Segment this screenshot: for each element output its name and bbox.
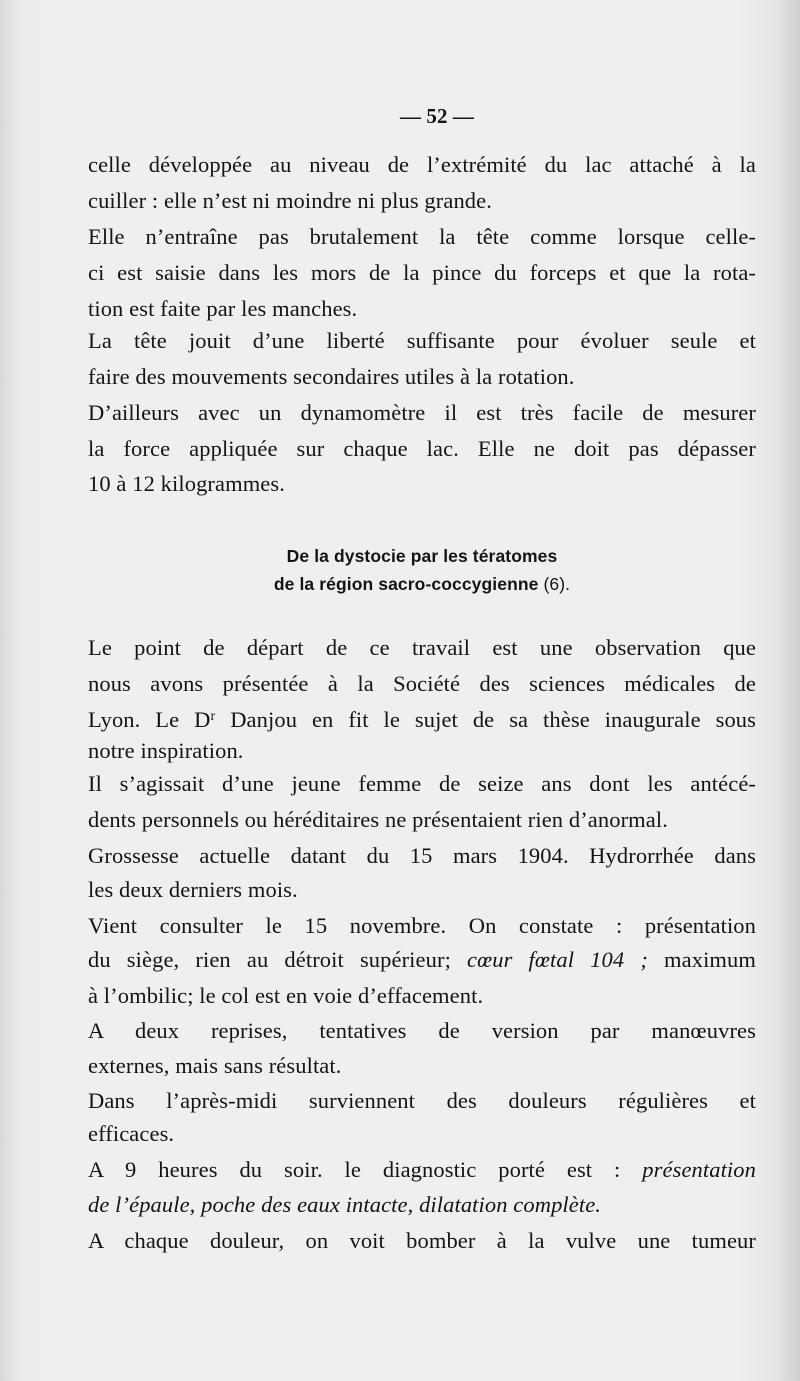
- text-line: 10 à 12 kilogrammes.: [88, 471, 285, 496]
- text-line: Elle n’entraîne pas brutalement la tête comme lorsque celle-: [88, 224, 756, 249]
- text-line: tion est faite par les manches.: [88, 296, 358, 321]
- text-line: [88, 1152, 756, 1188]
- italic-text: présentation: [642, 1157, 756, 1182]
- text-line: A chaque douleur, on voit bomber à la vulve une tumeur: [88, 1228, 756, 1253]
- italic-text: de l’épaule, poche des eaux intacte, dilatation complète.: [88, 1192, 602, 1217]
- text-segment: A 9 heures du soir. le diagnostic porté est :: [88, 1157, 621, 1182]
- text-line: [88, 1187, 756, 1223]
- text-line: Il s’agissait d’une jeune femme de seize ans dont les antécé-: [88, 771, 756, 796]
- page-number: — 52 —: [399, 104, 475, 128]
- section-heading-line-1: De la dystocie par les tératomes: [286, 546, 558, 566]
- text-line: efficaces.: [88, 1121, 175, 1146]
- text-line: externes, mais sans résultat.: [88, 1053, 342, 1078]
- text-segment: Danjou en fit le sujet de sa thèse inaugurale sous: [215, 707, 757, 732]
- text-line: ci est saisie dans les mors de la pince du forceps et que la rota-: [88, 260, 756, 285]
- section-heading-title: de la région sacro-coccygienne: [273, 574, 539, 594]
- text-line: à l’ombilic; le col est en voie d’effacement.: [88, 983, 484, 1008]
- superscript: r: [210, 709, 216, 724]
- text-line: Vient consulter le 15 novembre. On constate : présentation: [88, 913, 756, 938]
- text-line: dents personnels ou héréditaires ne présentaient rien d’anormal.: [88, 807, 668, 832]
- text-line: [88, 942, 756, 978]
- section-heading-line-2: [88, 574, 756, 595]
- italic-text: cœur fœtal 104 ;: [467, 947, 648, 972]
- section-heading-reference: (6).: [543, 574, 571, 594]
- text-line: Grossesse actuelle datant du 15 mars 1904. Hydrorrhée dans: [88, 843, 756, 868]
- text-line: les deux derniers mois.: [88, 877, 298, 902]
- text-line: nous avons présentée à la Société des sciences médicales de: [88, 671, 756, 696]
- text-line: D’ailleurs avec un dynamomètre il est très facile de mesurer: [88, 400, 756, 425]
- text-line: la force appliquée sur chaque lac. Elle ne doit pas dépasser: [88, 436, 756, 461]
- text-line: faire des mouvements secondaires utiles à la rotation.: [88, 364, 575, 389]
- text-line: celle développée au niveau de l’extrémité du lac attaché à la: [88, 152, 756, 177]
- text-segment: Lyon. Le D: [88, 707, 211, 732]
- text-line: Le point de départ de ce travail est une observation que: [88, 635, 756, 660]
- text-segment: maximum: [664, 947, 756, 972]
- text-line: Dans l’après-midi surviennent des douleurs régulières et: [88, 1088, 756, 1113]
- text-line: notre inspiration.: [88, 738, 244, 763]
- text-line: A deux reprises, tentatives de version par manœuvres: [88, 1018, 756, 1043]
- text-segment: du siège, rien au détroit supérieur;: [88, 947, 451, 972]
- text-line: cuiller : elle n’est ni moindre ni plus grande.: [88, 188, 492, 213]
- text-line: La tête jouit d’une liberté suffisante pour évoluer seule et: [88, 328, 756, 353]
